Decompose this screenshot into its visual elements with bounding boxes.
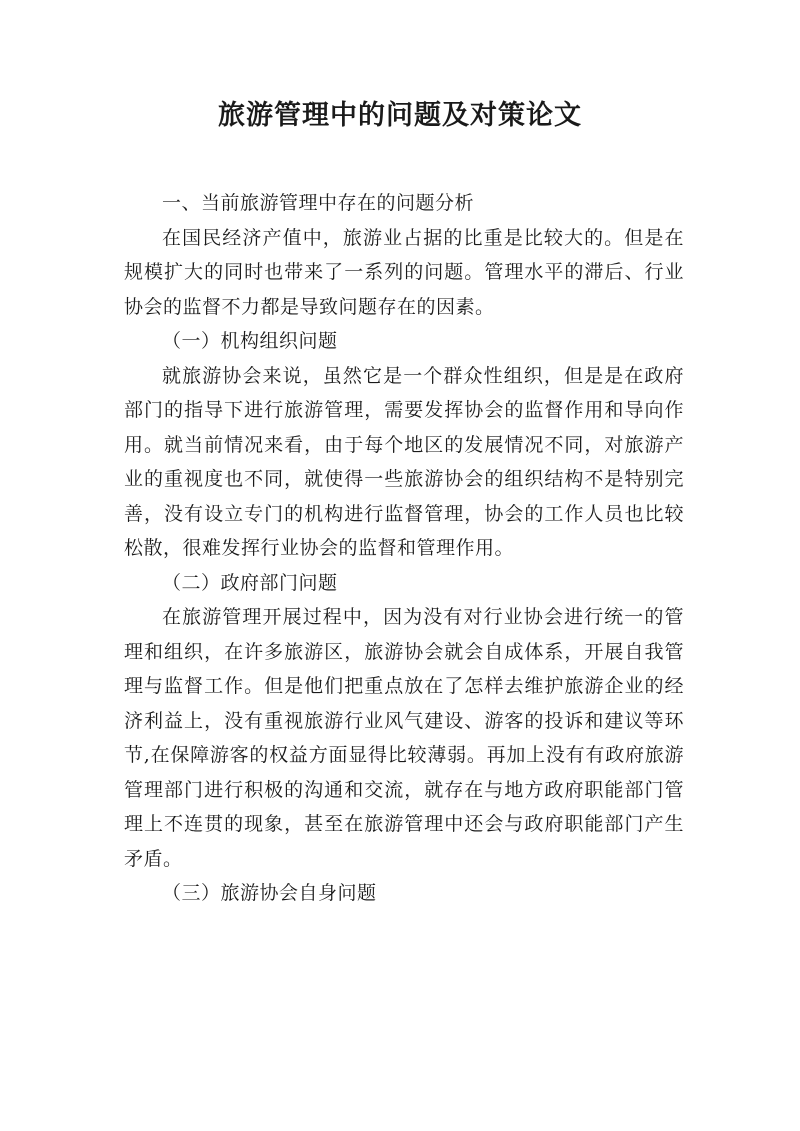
- section-heading-1: 一、当前旅游管理中存在的问题分析: [162, 192, 475, 214]
- paragraph-government: 在旅游管理开展过程中，因为没有对行业协会进行统一的管理和组织，在许多旅游区，旅游协会就会自成体系，开展自我管理与监督工作。但是他们把重点放在了怎样去维护旅游企业的经济利益上，没有重视旅游行业风气建设、游客的投诉和建议等环节,在保障游客的权益方面显得比较薄弱。再加上没有有政府旅游管理部门进行积极的沟通和交流，就存在与地方政府职能部门管理上不连贯的现象，甚至在旅游管理中还会与政府职能部门产生矛盾。: [124, 606, 684, 870]
- subsection-heading-1: （一）机构组织问题: [162, 330, 338, 352]
- paragraph-organization: 就旅游协会来说，虽然它是一个群众性组织，但是是在政府部门的指导下进行旅游管理，需要发挥协会的监督作用和导向作用。就当前情况来看，由于每个地区的发展情况不同，对旅游产业的重视度也不同，就使得一些旅游协会的组织结构不是特别完善，没有设立专门的机构进行监督管理，协会的工作人员也比较松散，很难发挥行业协会的监督和管理作用。: [124, 364, 684, 559]
- subsection-heading-2: （二）政府部门问题: [162, 571, 338, 594]
- document-title: 旅游管理中的问题及对策论文: [218, 100, 582, 131]
- subsection-heading-3: （三）旅游协会自身问题: [162, 882, 377, 904]
- document-body: [124, 186, 684, 911]
- paragraph-intro: 在国民经济产值中，旅游业占据的比重是比较大的。但是在规模扩大的同时也带来了一系列的问题。管理水平的滞后、行业协会的监督不力都是导致问题存在的因素。: [124, 226, 684, 318]
